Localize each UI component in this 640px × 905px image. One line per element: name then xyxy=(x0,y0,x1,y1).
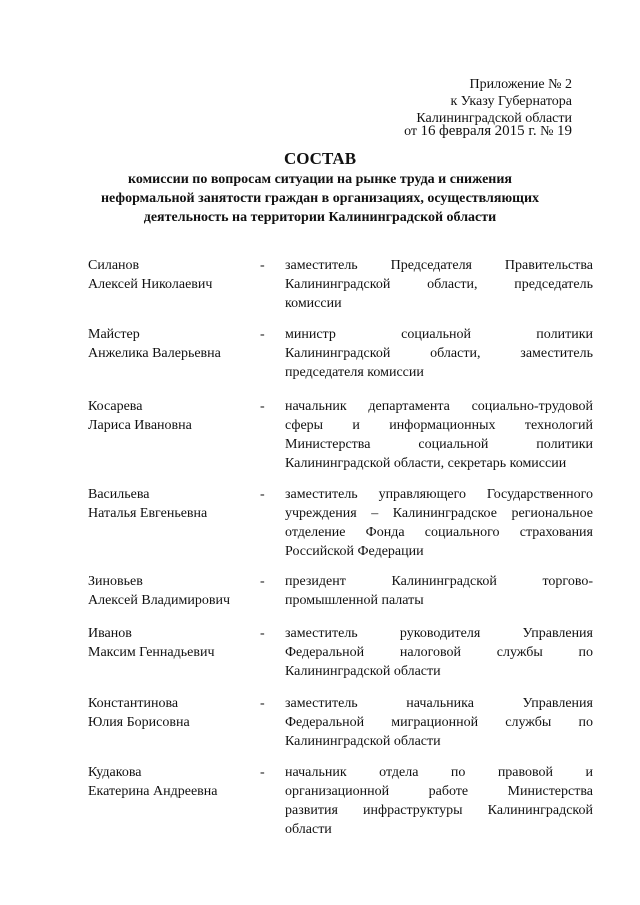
number-sign: № xyxy=(540,124,554,139)
date-month: февраля xyxy=(439,123,492,139)
role-line: отделение Фонда социального страхования xyxy=(285,525,593,540)
member-given-names: Юлия Борисовна xyxy=(88,715,190,730)
member-name xyxy=(88,485,258,523)
member-role xyxy=(285,256,593,313)
role-line: Министерства социальной политики xyxy=(285,437,593,452)
role-line: начальник отдела по правовой и xyxy=(285,765,593,780)
member-name xyxy=(88,572,258,610)
document-subtitle xyxy=(60,170,580,227)
date-day: 16 xyxy=(420,123,436,139)
role-line: заместитель руководителя Управления xyxy=(285,626,593,641)
role-line: Российской Федерации xyxy=(285,544,424,559)
member-dash: - xyxy=(260,487,265,502)
member-name xyxy=(88,256,258,294)
role-line: министр социальной политики xyxy=(285,327,593,342)
member-surname: Константинова xyxy=(88,696,179,711)
member-given-names: Наталья Евгеньевна xyxy=(88,506,208,521)
member-role xyxy=(285,485,593,561)
role-line: председателя комиссии xyxy=(285,365,424,380)
role-line: президент Калининградской торгово- xyxy=(285,574,593,589)
role-line: промышленной палаты xyxy=(285,593,424,608)
member-given-names: Анжелика Валерьевна xyxy=(88,346,221,361)
member-role xyxy=(285,572,593,610)
role-line: учреждения – Калининградское региональное xyxy=(285,506,593,521)
role-line: организационной работе Министерства xyxy=(285,784,593,799)
member-given-names: Максим Геннадьевич xyxy=(88,645,215,660)
role-line: комиссии xyxy=(285,296,342,311)
decree-number: 19 xyxy=(557,123,572,139)
annex-line: Приложение № 2 xyxy=(469,77,572,92)
member-dash: - xyxy=(260,258,265,273)
role-line: Калининградской области, секретарь комиссии xyxy=(285,456,567,471)
role-line: заместитель Председателя Правительства xyxy=(285,258,593,273)
role-line: заместитель управляющего Государственного xyxy=(285,487,593,502)
date-prefix: от xyxy=(404,124,418,139)
member-name xyxy=(88,694,258,732)
member-role xyxy=(285,397,593,473)
subtitle-line: неформальной занятости граждан в организациях, осуществляющих xyxy=(100,191,540,206)
member-dash: - xyxy=(260,574,265,589)
subtitle-line: комиссии по вопросам ситуации на рынке труда и снижения xyxy=(127,172,512,187)
member-surname: Кудакова xyxy=(88,765,142,780)
date-year: 2015 г. xyxy=(494,123,537,139)
member-dash: - xyxy=(260,765,265,780)
member-surname: Силанов xyxy=(88,258,140,273)
member-surname: Иванов xyxy=(88,626,132,641)
member-name xyxy=(88,397,258,435)
member-role xyxy=(285,763,593,839)
member-given-names: Алексей Николаевич xyxy=(88,277,213,292)
member-given-names: Екатерина Андреевна xyxy=(88,784,218,799)
member-name xyxy=(88,763,258,801)
role-line: заместитель начальника Управления xyxy=(285,696,593,711)
member-dash: - xyxy=(260,399,265,414)
member-dash: - xyxy=(260,696,265,711)
role-line: Калининградской области, председатель xyxy=(285,277,593,292)
member-surname: Васильева xyxy=(88,487,150,502)
role-line: Калининградской области xyxy=(285,734,441,749)
member-surname: Косарева xyxy=(88,399,143,414)
member-given-names: Алексей Владимирович xyxy=(88,593,231,608)
subtitle-line: деятельность на территории Калининградской области xyxy=(143,210,497,225)
annex-line: к Указу Губернатора xyxy=(450,94,572,109)
role-line: Калининградской области, заместитель xyxy=(285,346,593,361)
role-line: Федеральной налоговой службы по xyxy=(285,645,593,660)
member-given-names: Лариса Ивановна xyxy=(88,418,192,433)
annex-header xyxy=(0,76,572,127)
role-line: области xyxy=(285,822,332,837)
member-role xyxy=(285,694,593,751)
member-role xyxy=(285,325,593,382)
role-line: сферы и информационных технологий xyxy=(285,418,593,433)
decree-date-number xyxy=(0,123,572,140)
document-title: СОСТАВ xyxy=(283,149,357,168)
member-name xyxy=(88,624,258,662)
role-line: Федеральной миграционной службы по xyxy=(285,715,593,730)
member-surname: Зиновьев xyxy=(88,574,143,589)
member-role xyxy=(285,624,593,681)
annex-line: Калининградской области xyxy=(416,111,572,126)
member-surname: Майстер xyxy=(88,327,140,342)
role-line: Калининградской области xyxy=(285,664,441,679)
member-name xyxy=(88,325,258,363)
member-dash: - xyxy=(260,626,265,641)
member-dash: - xyxy=(260,327,265,342)
role-line: начальник департамента социально-трудовой xyxy=(285,399,593,414)
role-line: развития инфраструктуры Калининградской xyxy=(285,803,593,818)
